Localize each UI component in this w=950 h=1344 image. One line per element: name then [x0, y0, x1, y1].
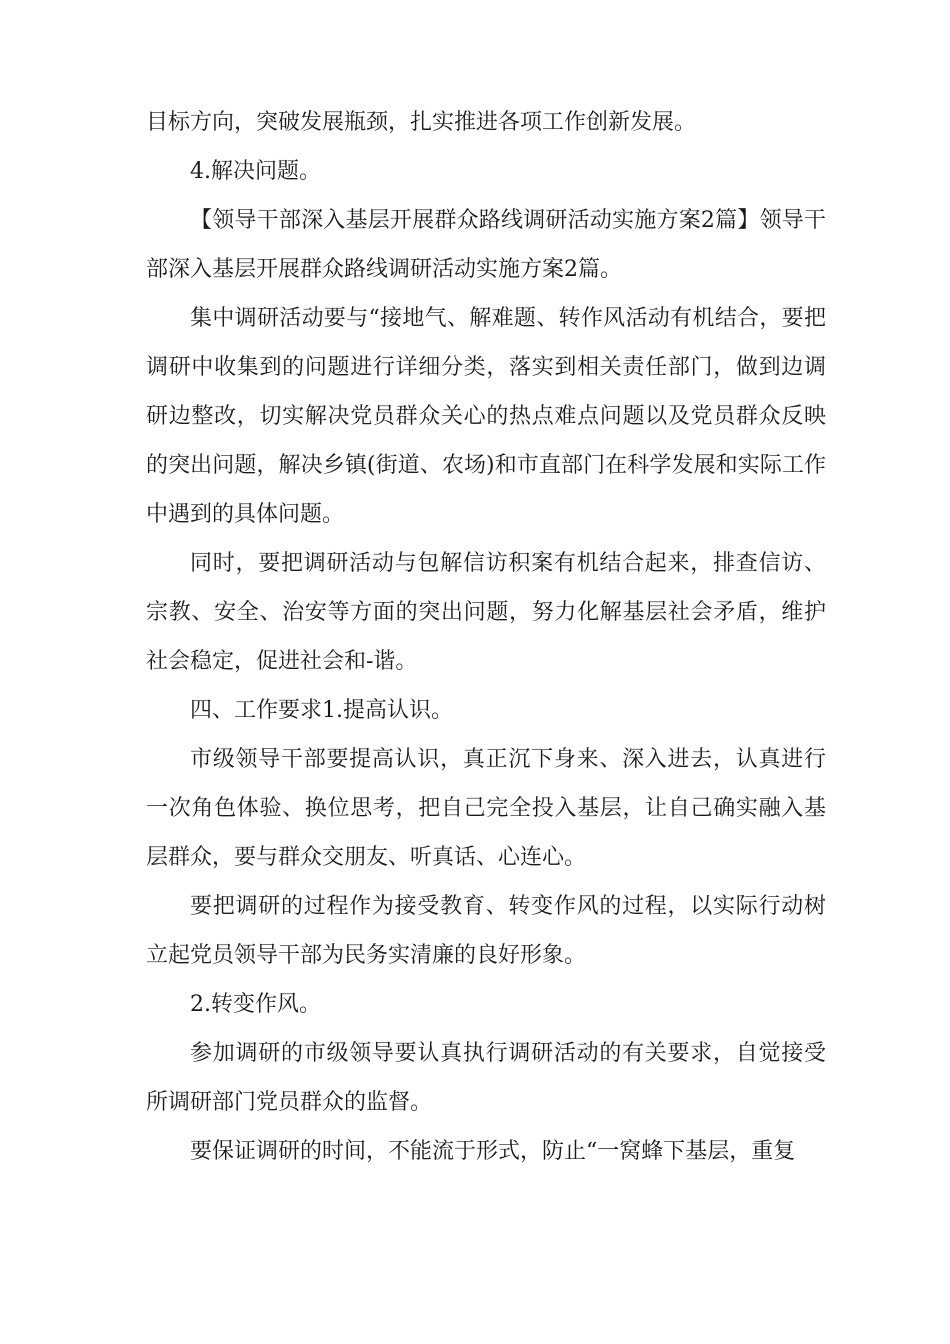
paragraph: 同时，要把调研活动与包解信访积案有机结合起来，排查信访、宗教、安全、治安等方面的突出问题，努力化解基层社会矛盾，维护社会稳定，促进社会和-谐。 [146, 551, 826, 674]
document-body [146, 98, 826, 1176]
paragraph: 要把调研的过程作为接受教育、转变作风的过程，以实际行动树立起党员领导干部为民务实清廉的良好形象。 [146, 894, 826, 968]
paragraph: 4.解决问题。 [190, 159, 321, 184]
paragraph: 市级领导干部要提高认识，真正沉下身来、深入进去，认真进行一次角色体验、换位思考，把自己完全投入基层，让自己确实融入基层群众，要与群众交朋友、听真话、心连心。 [146, 747, 826, 870]
paragraph: 集中调研活动要与“接地气、解难题、转作风活动有机结合，要把调研中收集到的问题进行详细分类，落实到相关责任部门，做到边调研边整改，切实解决党员群众关心的热点难点问题以及党员群众反映的突出问题，解决乡镇(街道、农场)和市直部门在科学发展和实际工作中遇到的具体问题。 [146, 306, 826, 527]
paragraph: 参加调研的市级领导要认真执行调研活动的有关要求，自觉接受所调研部门党员群众的监督。 [146, 1041, 826, 1115]
paragraph: 四、工作要求1.提高认识。 [190, 698, 453, 723]
paragraph: 2.转变作风。 [190, 992, 321, 1017]
paragraph: 【领导干部深入基层开展群众路线调研活动实施方案2篇】领导干部深入基层开展群众路线调研活动实施方案2篇。 [146, 208, 826, 282]
paragraph: 要保证调研的时间，不能流于形式，防止“一窝蜂下基层，重复 [190, 1139, 796, 1164]
paragraph: 目标方向，突破发展瓶颈，扎实推进各项工作创新发展。 [146, 110, 697, 135]
